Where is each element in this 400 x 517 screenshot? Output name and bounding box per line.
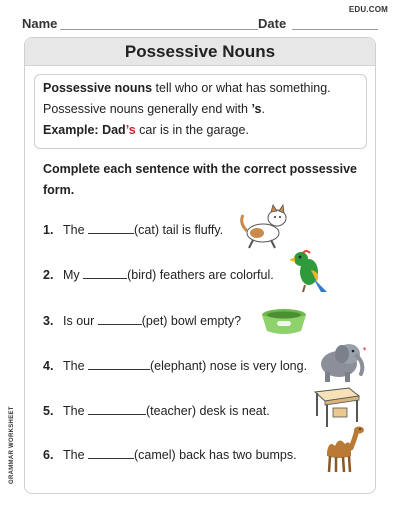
title-bar [25,38,375,66]
page-title: Possessive Nouns [124,42,276,61]
name-label: Name [22,16,58,31]
question-start: The [63,359,89,373]
definition-line-2 [43,102,358,117]
question-6 [43,447,297,463]
pet-bowl-icon [259,306,309,336]
camel-icon [317,422,367,474]
question-hint: (pet) bowl empty? [141,314,242,328]
question-hint: (cat) tail is fluffy. [134,223,224,237]
example-suffix: ’s [125,123,136,137]
brand-logo: EDU.COM [348,5,388,14]
answer-blank-4[interactable] [88,358,150,370]
question-5 [43,403,270,419]
question-start: My [63,268,84,282]
side-label: GRAMMAR WORKSHEET [9,406,15,484]
apostrophe-s: ’s [251,102,262,116]
question-hint: (camel) back has two bumps. [134,448,297,462]
question-number: 5. [43,404,54,418]
rule-period: . [261,102,265,116]
example-line [43,123,358,138]
answer-blank-6[interactable] [88,447,134,459]
name-field[interactable] [60,29,258,30]
term-bold: Possessive nouns [43,81,153,95]
example-label: Example: [43,123,103,137]
question-4 [43,358,307,374]
question-2 [43,267,274,283]
question-1 [43,222,223,238]
elephant-icon [315,336,371,386]
question-number: 3. [43,314,54,328]
question-hint: (teacher) desk is neat. [146,404,270,418]
date-field[interactable] [292,29,378,30]
name-date-line [22,15,378,33]
question-number: 2. [43,268,54,282]
question-number: 6. [43,448,54,462]
rule-text: Possessive nouns generally end with [43,102,252,116]
question-start: The [63,223,89,237]
question-3 [43,313,241,329]
question-hint: (elephant) nose is very long. [150,359,308,373]
example-noun: Dad [102,123,126,137]
bird-icon [287,248,333,296]
question-start: The [63,448,89,462]
cat-icon [237,203,291,251]
question-number: 1. [43,223,54,237]
definition-text: tell who or what has something. [152,81,331,95]
answer-blank-1[interactable] [88,222,134,234]
answer-blank-3[interactable] [98,313,142,325]
definition-box [34,74,367,149]
question-start: The [63,404,89,418]
date-label: Date [258,16,287,31]
worksheet-panel [24,37,376,494]
answer-blank-5[interactable] [88,403,146,415]
question-number: 4. [43,359,54,373]
instructions: Complete each sentence with the correct possessive form. [43,162,358,197]
definition-line-1 [43,81,358,96]
example-rest: car is in the garage. [135,123,249,137]
question-start: Is our [63,314,98,328]
question-hint: (bird) feathers are colorful. [127,268,274,282]
answer-blank-2[interactable] [83,267,127,279]
